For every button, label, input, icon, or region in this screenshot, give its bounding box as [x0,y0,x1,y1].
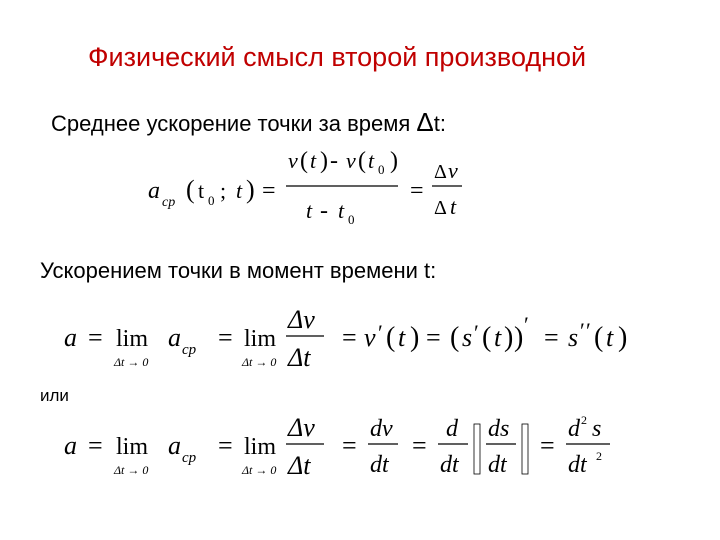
f1-eq1: = [262,178,276,204]
f1-num-rp1: ) [320,148,328,174]
f2-frac-num: Δv [288,305,315,334]
f2-eq1: = [88,323,103,352]
f2-lim1: lim [116,326,149,352]
f1-den-minus: - [320,198,328,224]
f1-den-zero: 0 [348,212,355,227]
f2-rp3: ) [514,322,524,353]
f1-den-t0: t [338,198,345,223]
f3-eq1: = [88,431,103,460]
f2-rp2: ) [504,322,514,353]
f3-acp-a: a [168,431,181,460]
f3-a: a [64,431,77,460]
f3-bracket-left [474,424,480,474]
f3-eq2: = [218,431,233,460]
f3-frac4-num-sq: 2 [581,413,587,427]
f3-eq5: = [540,431,555,460]
f1-num-t1: t [310,148,317,173]
f2-t1: t [398,323,406,352]
f2-lp4: ( [594,322,604,353]
f1-delta-t-d: Δ [434,197,447,219]
instant-acceleration-label: Ускорением точки в момент времени t: [40,258,437,283]
f2-v: v [364,323,376,352]
f1-num-v2: v [346,148,356,173]
f2-s1-prime: ′ [474,320,479,345]
f2-s1: s [462,323,473,352]
f2-eq2: = [218,323,233,352]
f3-frac1-den: dt [370,452,389,478]
f2-acp-cp: cp [182,342,197,358]
f2-s2-prime-2: ′ [586,318,591,343]
f2-t3: t [606,323,614,352]
f1-num-zero: 0 [378,162,385,177]
f1-lparen: ( [186,175,195,204]
f1-delta-t: t [450,194,457,219]
f2-lim2: lim [244,326,277,352]
f3-eq4: = [412,431,427,460]
f3-frac0-den: Δt [288,451,311,480]
f1-zero: 0 [208,193,215,208]
f2-outer-prime: ′ [524,312,529,337]
f1-num-rp2: ) [390,148,398,174]
f3-frac4-den: dt [568,452,587,478]
f1-semicolon: ; [220,178,227,203]
f2-eq3: = [342,323,357,352]
f3-frac2-den: dt [440,452,459,478]
f2-lp2: ( [450,322,460,353]
f1-delta-v: v [448,158,458,183]
f1-eq2: = [410,178,424,204]
f1-den-t: t [306,198,313,223]
f2-rp4: ) [618,322,628,353]
f1-num-lp1: ( [300,148,308,174]
f3-frac2-num: d [446,416,458,442]
formula-average-acceleration [140,142,500,232]
f1-num-t2: t [368,148,375,173]
f3-lim2-sub: Δt → 0 [242,463,277,477]
average-acceleration-tail: t: [433,111,446,136]
f3-frac1-num: dv [370,416,393,442]
slide-title: Физический смысл второй производной [88,42,587,72]
f3-lim1-sub: Δt → 0 [114,463,149,477]
average-acceleration-text: Среднее ускорение точки за время [51,111,411,136]
f1-num-lp2: ( [358,148,366,174]
f1-cp: cp [162,195,176,210]
f1-t: t [236,178,243,203]
f2-s2: s [568,323,579,352]
f3-frac4-num-d: d [568,416,580,442]
f2-lim1-sub: Δt → 0 [114,355,149,369]
f3-frac4-num-s: s [592,416,602,442]
formula-instant-acceleration [58,300,658,372]
f3-lim1: lim [116,434,149,460]
f1-num-v1: v [288,148,298,173]
f3-frac3-num: ds [488,416,510,442]
delta-symbol: Δ [416,107,434,137]
f1-num-minus: - [330,148,338,174]
f2-eq4: = [426,323,441,352]
f3-bracket-right [522,424,528,474]
f2-lim2-sub: Δt → 0 [242,355,277,369]
f2-lp3: ( [482,322,492,353]
f3-frac0-num: Δv [288,413,315,442]
f3-acp-cp: cp [182,450,197,466]
f1-delta-v-d: Δ [434,161,447,183]
f3-frac4-den-sq: 2 [596,449,602,463]
f3-lim2: lim [244,434,277,460]
f2-acp-a: a [168,323,181,352]
f2-t2: t [494,323,502,352]
formula-second-derivative [58,408,658,488]
f3-eq3: = [342,431,357,460]
f1-a: a [148,178,160,204]
f2-rp1: ) [410,322,420,353]
average-acceleration-label [51,107,446,138]
f2-lp1: ( [386,322,396,353]
f2-s2-prime: ′ [580,318,585,343]
f2-v-prime: ′ [378,320,383,345]
f1-rparen: ) [246,175,255,204]
f2-frac-den: Δt [288,343,311,372]
f1-t0: t [198,178,205,203]
or-label: или [40,386,69,405]
f2-eq5: = [544,323,559,352]
f2-a: a [64,323,77,352]
f3-frac3-den: dt [488,452,507,478]
